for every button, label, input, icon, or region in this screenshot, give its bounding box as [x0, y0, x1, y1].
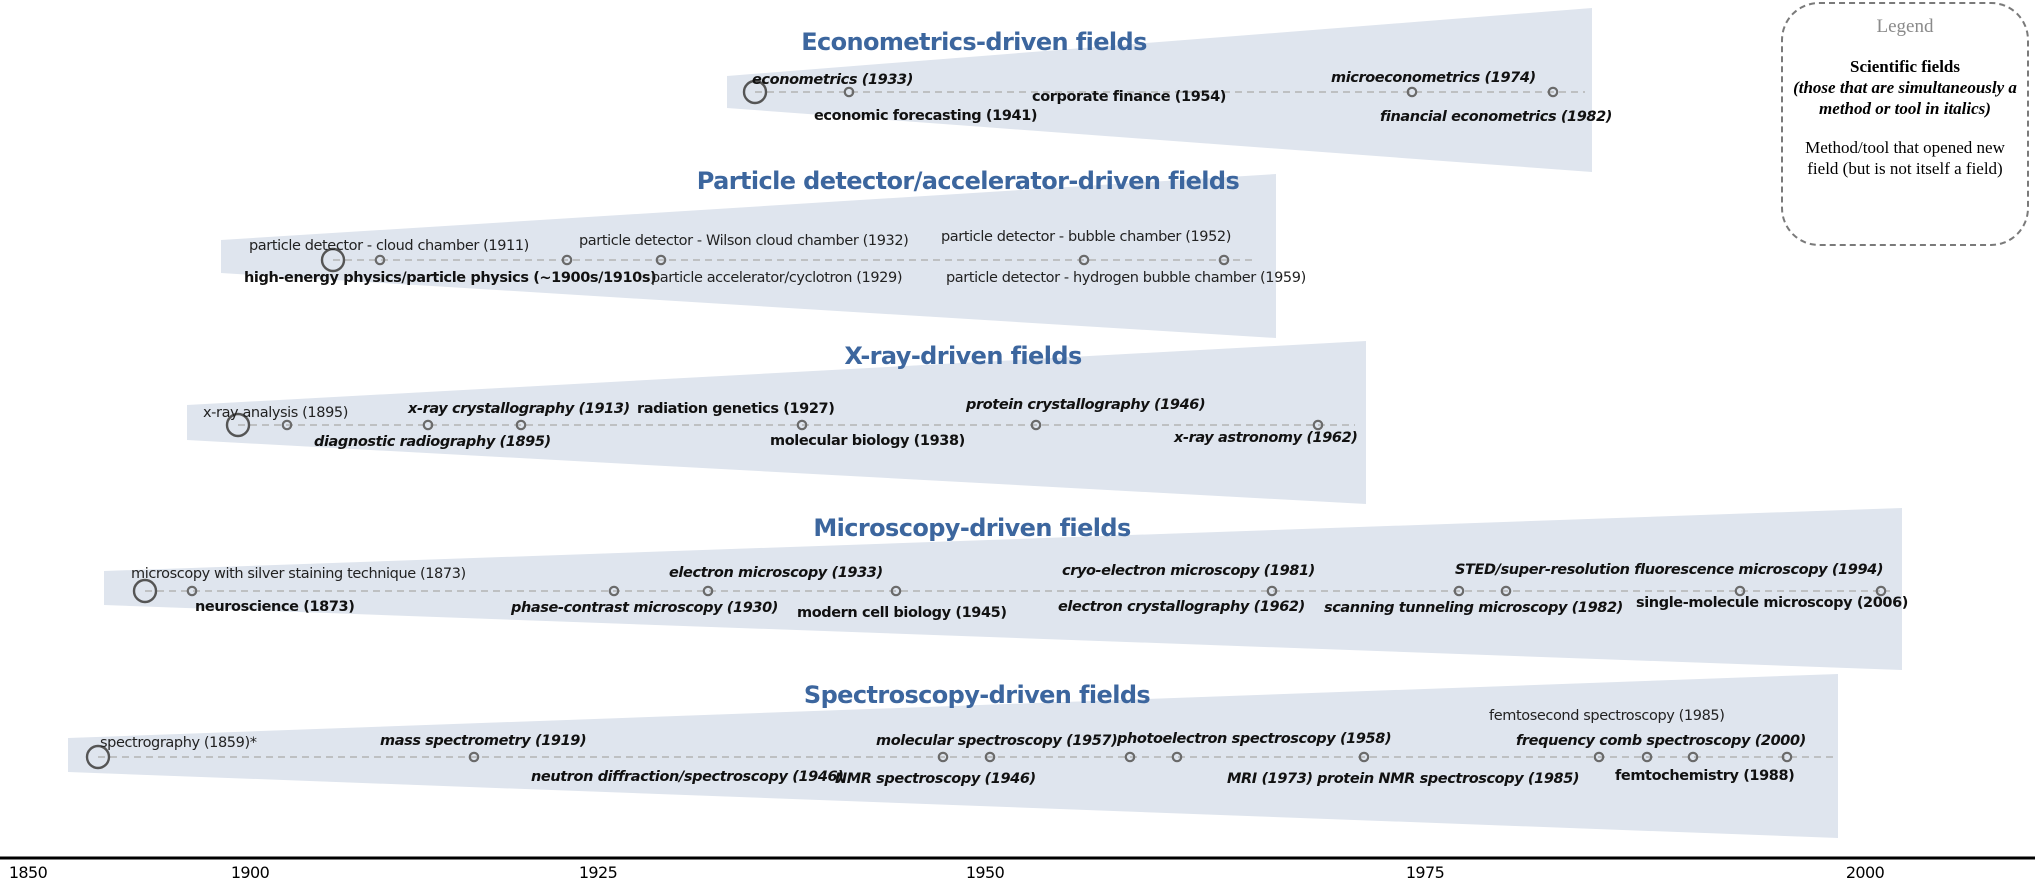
- field-label: NMR spectroscopy (1946): [835, 771, 1036, 787]
- field-label: particle detector - bubble chamber (1952): [941, 229, 1232, 245]
- group-title: Econometrics-driven fields: [801, 28, 1147, 56]
- field-label: STED/super-resolution fluorescence microscopy (1994): [1455, 562, 1884, 578]
- field-label: spectrography (1859)*: [100, 735, 257, 751]
- field-label: mass spectrometry (1919): [380, 733, 587, 749]
- legend-method-entry: Method/tool that opened new field (but is not itself a field): [1805, 138, 2005, 178]
- field-label: neuroscience (1873): [195, 599, 355, 615]
- field-label: femtochemistry (1988): [1615, 768, 1795, 784]
- axis-tick-label: 1900: [230, 863, 270, 882]
- field-label: x-ray analysis (1895): [203, 405, 348, 421]
- field-label: diagnostic radiography (1895): [314, 434, 551, 450]
- axis-tick-label: 1975: [1405, 863, 1445, 882]
- group-title: Spectroscopy-driven fields: [803, 681, 1151, 709]
- field-label: radiation genetics (1927): [637, 401, 835, 417]
- group-band: [187, 341, 1366, 504]
- axis-tick-label: 2000: [1845, 863, 1885, 882]
- field-group: [221, 167, 1306, 338]
- group-title: X-ray-driven fields: [844, 342, 1082, 370]
- field-label: modern cell biology (1945): [797, 605, 1007, 621]
- legend-box: [1781, 2, 2029, 246]
- field-label: particle accelerator/cyclotron (1929): [651, 270, 903, 286]
- field-label: phase-contrast microscopy (1930): [511, 600, 778, 616]
- field-label: protein NMR spectroscopy (1985): [1317, 771, 1580, 787]
- field-group: [68, 674, 1838, 838]
- axis-tick-label: 1850: [8, 863, 48, 882]
- field-label: electron crystallography (1962): [1058, 599, 1305, 615]
- group-title: Particle detector/accelerator-driven fields: [696, 167, 1240, 195]
- field-label: photoelectron spectroscopy (1958): [1117, 731, 1392, 747]
- field-label: econometrics (1933): [752, 72, 913, 88]
- field-label: frequency comb spectroscopy (2000): [1516, 733, 1806, 749]
- field-label: financial econometrics (1982): [1380, 109, 1613, 125]
- field-label: cryo-electron microscopy (1981): [1062, 563, 1315, 579]
- field-label: microeconometrics (1974): [1331, 70, 1536, 86]
- field-label: molecular biology (1938): [770, 433, 965, 449]
- field-label: molecular spectroscopy (1957): [876, 733, 1118, 749]
- field-label: x-ray astronomy (1962): [1174, 430, 1358, 446]
- field-label: corporate finance (1954): [1032, 89, 1226, 105]
- field-groups: [68, 8, 1908, 838]
- field-label: protein crystallography (1946): [966, 397, 1206, 413]
- field-label: neutron diffraction/spectroscopy (1946): [531, 769, 844, 785]
- field-label: femtosecond spectroscopy (1985): [1489, 708, 1725, 724]
- field-label: MRI (1973): [1227, 771, 1313, 787]
- axis-tick-label: 1950: [965, 863, 1005, 882]
- field-group: [104, 508, 1908, 670]
- field-label: particle detector - hydrogen bubble chamber (1959): [946, 270, 1306, 286]
- field-group: [187, 341, 1366, 504]
- field-label: particle detector - cloud chamber (1911): [249, 238, 529, 254]
- field-label: economic forecasting (1941): [814, 108, 1038, 124]
- legend-fields-entry: [1783, 56, 2027, 119]
- field-group: [727, 8, 1612, 172]
- field-label: x-ray crystallography (1913): [408, 401, 630, 417]
- group-title: Microscopy-driven fields: [813, 514, 1131, 542]
- legend-title: Legend: [1876, 16, 1934, 37]
- legend-fields-heading: Scientific fields: [1849, 57, 1960, 76]
- field-label: electron microscopy (1933): [669, 565, 883, 581]
- axis-tick-label: 1925: [578, 863, 618, 882]
- field-label: single-molecule microscopy (2006): [1636, 595, 1909, 611]
- field-label: particle detector - Wilson cloud chamber (1932): [579, 233, 909, 249]
- field-label: scanning tunneling microscopy (1982): [1324, 600, 1623, 616]
- field-label: microscopy with silver staining technique (1873): [131, 566, 466, 582]
- field-label: high-energy physics/particle physics (~1900s/1910s): [244, 270, 657, 286]
- year-axis: [0, 858, 2035, 882]
- legend-fields-note: (those that are simultaneously a method or tool in italics): [1793, 78, 2017, 118]
